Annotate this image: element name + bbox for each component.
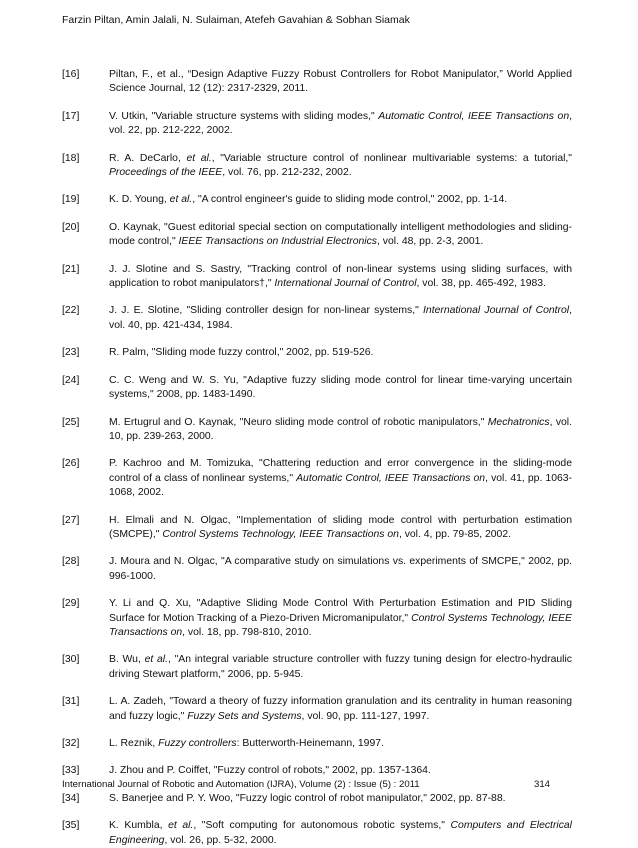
- reference-segment: P. Kachroo and M. Tomizuka, "Chattering reduction and error convergence in the sliding-mode control of a class of nonlinear systems,": [109, 458, 572, 484]
- reference-text: [109, 737, 572, 751]
- reference-segment: , vol. 26, pp. 5-32, 2000.: [164, 834, 277, 846]
- reference-italic-segment: Automatic Control, IEEE Transactions on: [296, 472, 486, 484]
- reference-segment: , vol. 41, pp. 1063-1068, 2002.: [109, 472, 573, 499]
- reference-item: [62, 514, 572, 543]
- reference-segment: , "An integral variable structure controller with fuzzy tuning design for electro-hydraulic driving Stewart platform," 2006, pp. 5-945.: [109, 654, 572, 680]
- reference-segment: , vol. 10, pp. 239-263, 2000.: [109, 416, 572, 442]
- reference-italic-segment: Mechatronics: [487, 416, 550, 428]
- reference-text: [109, 764, 572, 778]
- reference-text: [109, 555, 572, 584]
- reference-text: [109, 792, 572, 806]
- reference-segment: L. A. Zadeh, "Toward a theory of fuzzy information granulation and its centrality in human reasoning and fuzzy logic,": [109, 696, 572, 722]
- footer-journal: International Journal of Robotic and Automation (IJRA), Volume (2) : Issue (5) : 2011: [62, 779, 420, 790]
- reference-text: [109, 514, 572, 543]
- reference-segment: , vol. 90, pp. 111-127, 1997.: [301, 710, 430, 722]
- reference-italic-segment: Control Systems Technology, IEEE Transactions on: [109, 612, 572, 638]
- reference-italic-segment: Computers and Electrical Engineering: [109, 820, 572, 846]
- reference-item: [62, 457, 572, 500]
- reference-text: [109, 110, 572, 139]
- reference-segment: , vol. 38, pp. 465-492, 1983.: [416, 278, 546, 290]
- reference-number: [35]: [62, 820, 80, 832]
- reference-number: [19]: [62, 194, 80, 206]
- reference-italic-segment: International Journal of Control: [274, 278, 417, 290]
- running-header: Farzin Piltan, Amin Jalali, N. Sulaiman, Atefeh Gavahian & Sobhan Siamak: [62, 14, 410, 26]
- reference-item: [62, 68, 572, 97]
- reference-item: [62, 792, 572, 806]
- reference-item: [62, 737, 572, 751]
- reference-italic-segment: et al.: [144, 654, 168, 666]
- reference-italic-segment: Fuzzy Sets and Systems: [187, 710, 302, 722]
- reference-segment: K. Kumbla,: [109, 820, 169, 832]
- reference-segment: World Applied Science Journal, 12 (12): 2317-2329, 2011.: [109, 69, 572, 95]
- reference-number: [33]: [62, 765, 80, 777]
- reference-number: [17]: [62, 110, 80, 122]
- reference-italic-segment: International Journal of Control: [423, 305, 570, 317]
- reference-item: [62, 110, 572, 139]
- reference-italic-segment: et al.: [186, 152, 212, 164]
- reference-segment: , vol. 22, pp. 212-222, 2002.: [109, 110, 572, 137]
- reference-segment: M. Ertugrul and O. Kaynak, "Neuro sliding mode control of robotic manipulators,": [109, 416, 488, 428]
- reference-list: [62, 68, 572, 848]
- reference-text: [109, 457, 572, 500]
- reference-segment: , vol. 4, pp. 79-85, 2002.: [398, 528, 512, 540]
- reference-segment: B. Wu,: [109, 654, 145, 666]
- reference-item: [62, 263, 572, 292]
- reference-segment: K. D. Young,: [109, 194, 170, 206]
- reference-segment: J. J. E. Slotine, "Sliding controller design for non-linear systems,": [109, 305, 424, 317]
- reference-text: [109, 653, 572, 682]
- reference-italic-segment: Control Systems Technology, IEEE Transactions on: [162, 528, 399, 540]
- reference-segment: Y. Li and Q. Xu, "Adaptive Sliding Mode Control With Perturbation Estimation and PID Sliding Surface for Motion Tracking of a Piezo-Driven Micromanipulator,": [109, 598, 572, 624]
- reference-segment: R. Palm, "Sliding mode fuzzy control," 2002, pp. 519-526.: [109, 347, 374, 359]
- reference-segment: , vol. 40, pp. 421-434, 1984.: [109, 305, 572, 331]
- reference-text: [109, 221, 572, 250]
- reference-item: [62, 695, 572, 724]
- reference-segment: , "Variable structure control of nonlinear multivariable systems: a tutorial,": [211, 152, 572, 164]
- reference-item: [62, 819, 572, 848]
- reference-number: [18]: [62, 152, 80, 164]
- reference-segment: O. Kaynak, "Guest editorial special section on computationally intelligent methodologies and sliding-mode control,": [109, 221, 572, 248]
- reference-italic-segment: et al.: [168, 820, 194, 832]
- reference-segment: : Butterworth-Heinemann, 1997.: [236, 738, 384, 749]
- reference-item: [62, 221, 572, 250]
- reference-number: [16]: [62, 69, 80, 80]
- reference-text: [109, 416, 572, 445]
- reference-text: [109, 68, 572, 97]
- reference-item: [62, 653, 572, 682]
- reference-item: [62, 346, 572, 360]
- reference-text: [109, 346, 572, 360]
- reference-italic-segment: Fuzzy controllers: [158, 738, 237, 749]
- reference-segment: V. Utkin, "Variable structure systems with sliding modes,": [109, 110, 379, 122]
- reference-number: [25]: [62, 416, 80, 428]
- reference-segment: , "A control engineer's guide to sliding mode control," 2002, pp. 1-14.: [192, 194, 508, 206]
- reference-number: [28]: [62, 556, 80, 568]
- reference-segment: , vol. 18, pp. 798-810, 2010.: [182, 626, 312, 638]
- reference-italic-segment: Proceedings of the IEEE: [109, 167, 223, 179]
- reference-number: [27]: [62, 514, 80, 526]
- reference-item: [62, 193, 572, 207]
- reference-text: [109, 597, 572, 640]
- reference-item: [62, 764, 572, 778]
- reference-segment: R. A. DeCarlo,: [109, 152, 187, 164]
- page-number: 314: [533, 779, 550, 790]
- reference-segment: , vol. 76, pp. 212-232, 2002.: [222, 167, 352, 179]
- reference-number: [26]: [62, 458, 80, 470]
- reference-text: [109, 374, 572, 403]
- reference-number: [22]: [62, 305, 80, 317]
- reference-number: [29]: [62, 598, 80, 610]
- reference-item: [62, 555, 572, 584]
- reference-item: [62, 304, 572, 333]
- reference-number: [32]: [62, 738, 80, 749]
- reference-text: [109, 152, 572, 181]
- reference-number: [30]: [62, 654, 80, 666]
- reference-number: [21]: [62, 263, 80, 275]
- reference-text: [109, 263, 572, 292]
- reference-segment: C. C. Weng and W. S. Yu, "Adaptive fuzzy sliding mode control for linear time-varying uncertain systems," 2008, pp. 1483-1490.: [109, 374, 572, 401]
- reference-text: [109, 304, 572, 333]
- reference-segment: Piltan, F., et al.,: [109, 69, 188, 80]
- reference-segment: J. J. Slotine and S. Sastry, "Tracking control of non-linear systems using sliding surfaces, with application to robot manipulators†,": [109, 263, 572, 290]
- reference-segment: , vol. 48, pp. 2-3, 2001.: [377, 236, 484, 248]
- reference-segment: J. Zhou and P. Coiffet, "Fuzzy control of robots," 2002, pp. 1357-1364.: [109, 765, 431, 777]
- reference-segment: “Design Adaptive Fuzzy Robust Controllers for Robot Manipulator,”: [187, 69, 503, 80]
- reference-number: [20]: [62, 221, 80, 233]
- reference-italic-segment: IEEE Transactions on Industrial Electronics: [178, 236, 378, 248]
- page-footer: [62, 779, 550, 790]
- reference-segment: , "Soft computing for autonomous robotic systems,": [193, 820, 451, 832]
- reference-text: [109, 193, 572, 207]
- reference-number: [24]: [62, 374, 80, 386]
- reference-number: [34]: [62, 792, 80, 804]
- reference-segment: L. Reznik,: [109, 738, 159, 749]
- reference-item: [62, 152, 572, 181]
- reference-italic-segment: Automatic Control, IEEE Transactions on: [378, 110, 570, 122]
- reference-item: [62, 597, 572, 640]
- reference-number: [23]: [62, 347, 80, 359]
- reference-text: [109, 695, 572, 724]
- reference-italic-segment: et al.: [169, 194, 193, 206]
- reference-segment: S. Banerjee and P. Y. Woo, "Fuzzy logic control of robot manipulator," 2002, pp. 87-88.: [109, 792, 506, 804]
- reference-item: [62, 416, 572, 445]
- reference-item: [62, 374, 572, 403]
- reference-segment: H. Elmali and N. Olgac, "Implementation of sliding mode control with perturbation estimation (SMCPE),": [109, 514, 572, 540]
- reference-number: [31]: [62, 696, 80, 708]
- reference-segment: J. Moura and N. Olgac, "A comparative study on simulations vs. experiments of SMCPE," 2002, pp. 996-1000.: [109, 556, 572, 582]
- reference-text: [109, 819, 572, 848]
